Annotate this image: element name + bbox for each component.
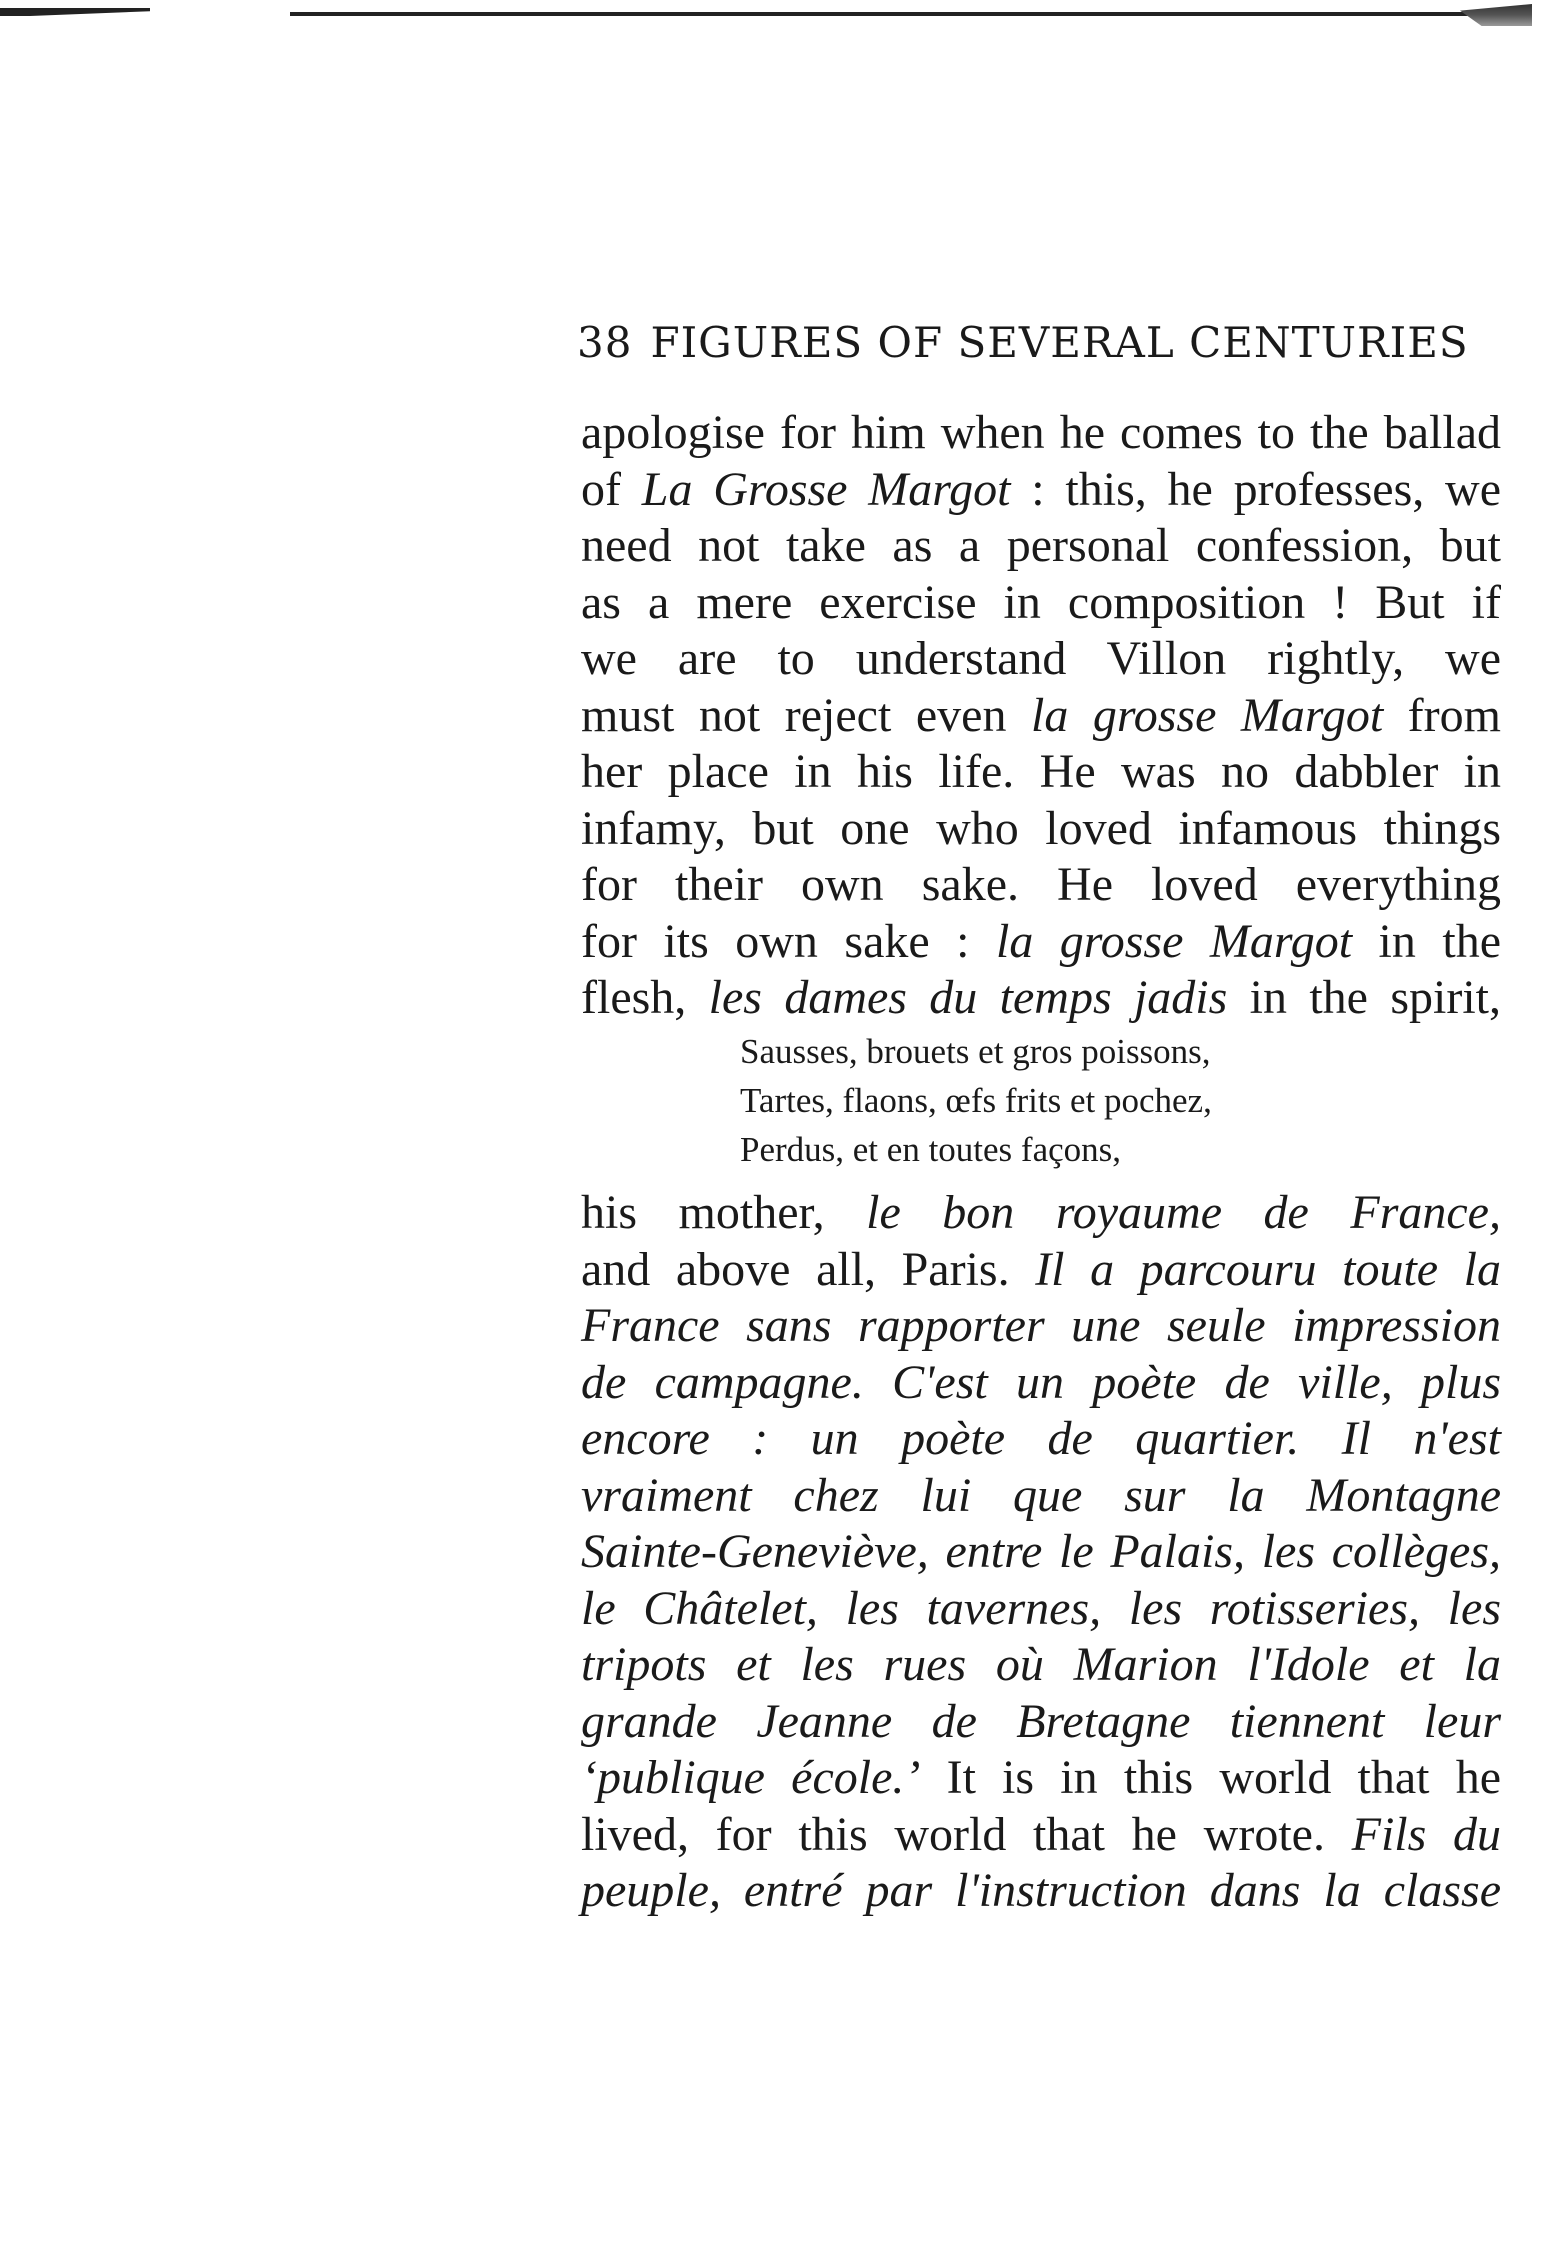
text-line [581, 1355, 1501, 1412]
running-header [577, 318, 1507, 367]
text-line [581, 857, 1501, 914]
text-line [581, 1242, 1501, 1299]
text-line [581, 801, 1501, 858]
text-run: her place in his life. He was no dabbler in [581, 745, 1501, 798]
text-line [581, 1694, 1501, 1751]
italic-text-run: les dames du temps jadis [708, 971, 1228, 1024]
text-line [581, 1468, 1501, 1525]
text-run: for its own sake : [581, 914, 996, 968]
italic-text-run: Fils du [1351, 1807, 1501, 1861]
running-head-title: FIGURES OF SEVERAL CENTURIES [650, 318, 1469, 367]
text-line [581, 405, 1501, 462]
text-line [581, 1750, 1501, 1807]
text-run: in the [1352, 914, 1502, 968]
text-line [581, 744, 1501, 801]
italic-text-run: de campagne. C'est un poète de ville, plus [581, 1355, 1501, 1409]
italic-text-run: peuple, entré par l'instruction dans la classe [581, 1864, 1501, 1917]
text-line [581, 970, 1501, 1027]
text-run: his mother, [581, 1186, 867, 1239]
text-line [581, 1863, 1501, 1920]
italic-text-run: la grosse Margot [996, 914, 1353, 968]
paragraph-2 [581, 1185, 1501, 1920]
text-line [581, 688, 1501, 745]
text-run: infamy, but one who loved infamous things [581, 801, 1501, 855]
text-line [581, 914, 1501, 971]
text-line [581, 518, 1501, 575]
text-run: flesh, [581, 971, 709, 1024]
text-line [581, 1807, 1501, 1864]
scan-edge-mark-left [0, 8, 150, 16]
italic-text-run: le Châtelet, les tavernes, les rotisseries, les [581, 1581, 1501, 1635]
verse-quotation [740, 1027, 1212, 1174]
page-number: 38 [577, 318, 633, 367]
italic-text-run: Il a parcouru toute la [1035, 1242, 1501, 1296]
text-line [581, 462, 1501, 519]
text-run: in the spirit, [1227, 971, 1501, 1024]
text-run: need not take as a personal confession, but [581, 519, 1501, 572]
italic-text-run: grande Jeanne de Bretagne tiennent leur [581, 1694, 1501, 1748]
italic-text-run: Sainte-Geneviève, entre le Palais, les collèges, [581, 1525, 1501, 1578]
verse-line: Perdus, et en toutes façons, [740, 1130, 1122, 1169]
text-run: must not reject even [581, 688, 1031, 742]
italic-text-run: le bon royaume de France, [866, 1186, 1501, 1239]
verse-line: Tartes, flaons, œfs frits et pochez, [740, 1081, 1212, 1120]
text-run: It is in this world that he [920, 1751, 1501, 1804]
italic-text-run: ‘publique école.’ [581, 1751, 921, 1804]
text-line [581, 1411, 1501, 1468]
italic-text-run: La Grosse Margot [641, 462, 1011, 516]
text-run: we are to understand Villon rightly, we [581, 632, 1501, 685]
text-line [581, 1298, 1501, 1355]
italic-text-run: encore : un poète de quartier. Il n'est [581, 1412, 1501, 1465]
scan-top-rule [290, 12, 1530, 16]
text-run: from [1383, 688, 1501, 742]
text-run: for their own sake. He loved everything [581, 858, 1501, 911]
verse-line: Sausses, brouets et gros poissons, [740, 1032, 1211, 1071]
italic-text-run: vraiment chez lui que sur la Montagne [581, 1468, 1501, 1522]
text-line [581, 1185, 1501, 1242]
text-run: apologise for him when he comes to the ballad [581, 406, 1501, 459]
text-line [581, 1637, 1501, 1694]
text-run: and above all, Paris. [581, 1242, 1036, 1296]
italic-text-run: tripots et les rues où Marion l'Idole et la [581, 1638, 1501, 1691]
text-run: as a mere exercise in composition ! But if [581, 575, 1501, 629]
text-line [581, 631, 1501, 688]
scan-edge-mark-right [1460, 4, 1532, 26]
text-line [581, 1524, 1501, 1581]
italic-text-run: la grosse Margot [1030, 688, 1384, 742]
text-run: : this, he professes, we [1010, 462, 1502, 516]
paragraph-1 [581, 405, 1501, 1027]
text-line [581, 1581, 1501, 1638]
italic-text-run: France sans rapporter une seule impression [581, 1299, 1501, 1352]
text-run: lived, for this world that he wrote. [581, 1807, 1352, 1861]
text-run: of [581, 462, 642, 516]
text-line [581, 575, 1501, 632]
